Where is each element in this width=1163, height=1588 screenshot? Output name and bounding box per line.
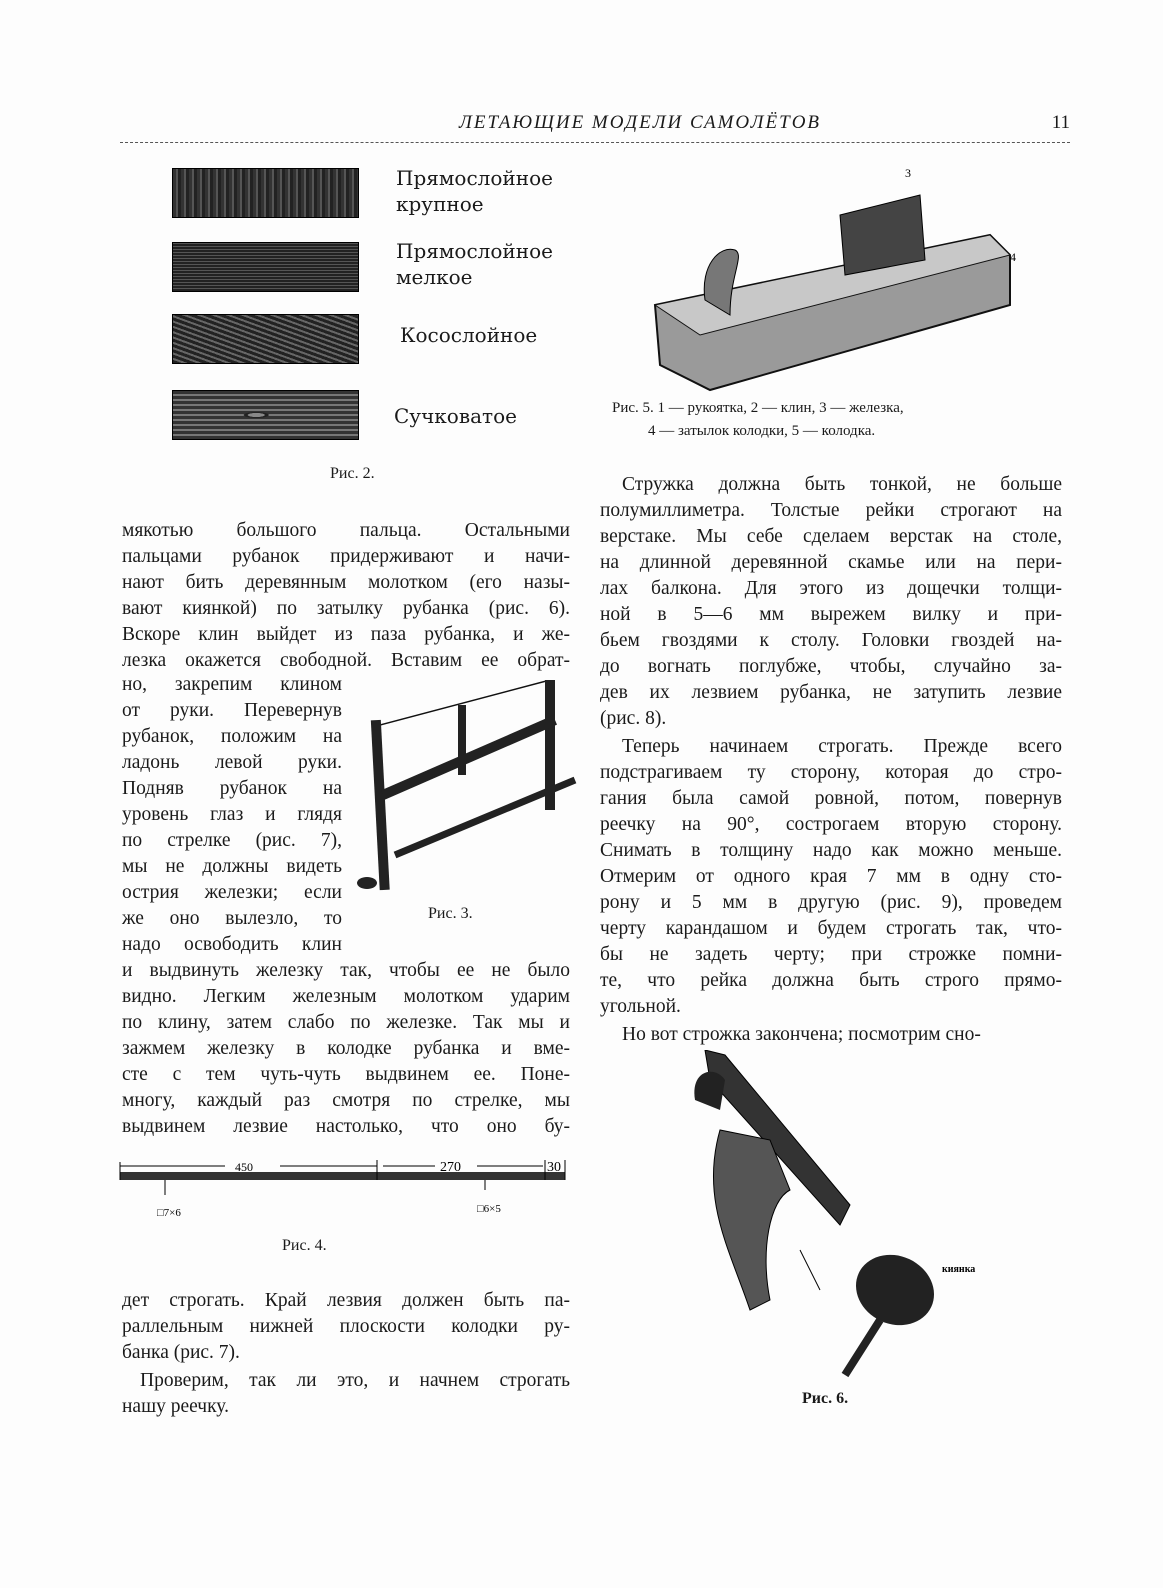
wood-sample-cross-grain xyxy=(172,314,359,364)
text-line: Отмерим от одного края 7 мм в одну сто- xyxy=(600,866,1062,887)
text-line: уровень глаз и глядя xyxy=(122,804,342,825)
text-line: Снимать в толщину надо как можно меньше. xyxy=(600,840,1062,861)
text-line: но, закрепим клином xyxy=(122,674,342,695)
text-line: на длинной деревянной скамье или на пери- xyxy=(600,552,1062,573)
wood-sample-straight-fine xyxy=(172,242,359,292)
text-line: нают бить деревянным молотком (его назы- xyxy=(122,572,570,593)
svg-text:□7×6: □7×6 xyxy=(157,1207,181,1219)
plane-illustration xyxy=(650,165,1020,395)
svg-text:киянка: киянка xyxy=(942,1264,976,1275)
text-line: угольной. xyxy=(600,996,681,1017)
text-line: бьем гвоздями к столу. Головки гвоздей на- xyxy=(600,630,1062,651)
svg-text:4: 4 xyxy=(1010,250,1016,264)
fig3-caption: Рис. 3. xyxy=(428,905,473,922)
fig2-caption: Рис. 2. xyxy=(330,465,375,482)
text-line: гания была самой ровной, потом, повернув xyxy=(600,788,1062,809)
svg-text:270: 270 xyxy=(440,1160,461,1175)
text-line: вают киянкой) по затылку рубанка (рис. 6). xyxy=(122,598,570,619)
fig5-caption-line1: Рис. 5. 1 — рукоятка, 2 — клин, 3 — железка, xyxy=(612,400,904,416)
fig5-caption-line2: 4 — затылок колодки, 5 — колодка. xyxy=(648,423,876,439)
page-number: 11 xyxy=(1051,112,1070,133)
text-line: рубанок, положим на xyxy=(122,726,342,747)
wood-label: Прямослойное крупное xyxy=(396,166,553,216)
text-line: дет строгать. Край лезвия должен быть па- xyxy=(122,1290,570,1311)
text-line: полумиллиметра. Толстые рейки строгают на xyxy=(600,500,1062,521)
text-line: по клину, затем слабо по железке. Так мы и xyxy=(122,1012,570,1033)
rail-dimension-drawing xyxy=(115,1150,575,1230)
text-line: черту карандашом и будем строгать так, что- xyxy=(600,918,1062,939)
running-header xyxy=(120,112,1070,143)
svg-text:3: 3 xyxy=(905,166,911,180)
text-line: рону и 5 мм в другую (рис. 9), проведем xyxy=(600,892,1062,913)
text-line: бы не задеть черту; при строжке помни- xyxy=(600,944,1062,965)
wood-label: Косослойное xyxy=(400,323,538,347)
text-line: зажмем железку в колодке рубанка и вме- xyxy=(122,1038,570,1059)
text-line: острия железки; если xyxy=(122,882,342,903)
text-line: (рис. 8). xyxy=(600,708,667,729)
text-line: надо освободить клин xyxy=(122,934,342,955)
text-line: дев их лезвием рубанка, не затупить лезвие xyxy=(600,682,1062,703)
text-line: мякотью большого пальца. Остальными xyxy=(122,520,570,541)
wood-label: Сучковатое xyxy=(394,404,517,428)
text-line: сте с тем чуть-чуть выдвинем ее. Поне- xyxy=(122,1064,570,1085)
fig4-caption: Рис. 4. xyxy=(282,1237,327,1254)
text-line: от руки. Перевернув xyxy=(122,700,342,721)
plane-and-mallet-illustration xyxy=(680,1050,1010,1385)
text-line: же оно вылезло, то xyxy=(122,908,342,929)
text-line: пальцами рубанок придерживают и начи- xyxy=(122,546,570,567)
wood-label: Прямослойное мелкое xyxy=(396,239,553,289)
text-line: Подняв рубанок на xyxy=(122,778,342,799)
text-line: выдвинем лезвие настолько, что оно бу- xyxy=(122,1116,570,1137)
text-line: и выдвинуть железку так, чтобы ее не было xyxy=(122,960,570,981)
text-line: лах балкона. Для этого из дощечки толщи- xyxy=(600,578,1062,599)
text-line: видно. Легким железным молотком ударим xyxy=(122,986,570,1007)
text-line: ной в 5—6 мм вырежем вилку и при- xyxy=(600,604,1062,625)
bow-saw-illustration xyxy=(355,680,580,895)
svg-text:□6×5: □6×5 xyxy=(477,1203,501,1215)
header-title: ЛЕТАЮЩИЕ МОДЕЛИ САМОЛЁТОВ xyxy=(458,112,822,133)
text-line: по стрелке (рис. 7), xyxy=(122,830,342,851)
text-line: Вскоре клин выйдет из паза рубанка, и же- xyxy=(122,624,570,645)
svg-text:30: 30 xyxy=(547,1160,561,1175)
text-line: банка (рис. 7). xyxy=(122,1342,240,1363)
svg-text:450: 450 xyxy=(235,1160,253,1174)
text-line: лезка окажется свободной. Вставим ее обрат- xyxy=(122,650,570,671)
text-line: подстрагиваем ту сторону, которая до стро- xyxy=(600,762,1062,783)
wood-sample-knotty xyxy=(172,390,359,440)
text-line: ладонь левой руки. xyxy=(122,752,342,773)
fig6-caption: Рис. 6. xyxy=(802,1390,849,1407)
text-line: Но вот строжка закончена; посмотрим сно- xyxy=(622,1024,981,1045)
text-line: Проверим, так ли это, и начнем строгать xyxy=(140,1370,570,1391)
text-line: Стружка должна быть тонкой, не больше xyxy=(622,474,1062,495)
text-line: нашу реечку. xyxy=(122,1396,229,1417)
text-line: те, что рейка должна быть строго прямо- xyxy=(600,970,1062,991)
text-line: реечку на 90°, сострогаем вторую сторону. xyxy=(600,814,1062,835)
text-line: раллельным нижней плоскости колодки ру- xyxy=(122,1316,570,1337)
text-line: Теперь начинаем строгать. Прежде всего xyxy=(622,736,1062,757)
text-line: верстаке. Мы себе сделаем верстак на столе, xyxy=(600,526,1062,547)
text-line: многу, каждый раз смотря по стрелке, мы xyxy=(122,1090,570,1111)
text-line: до вогнать поглубже, чтобы, случайно за- xyxy=(600,656,1062,677)
text-line: мы не должны видеть xyxy=(122,856,342,877)
wood-sample-straight-coarse xyxy=(172,168,359,218)
